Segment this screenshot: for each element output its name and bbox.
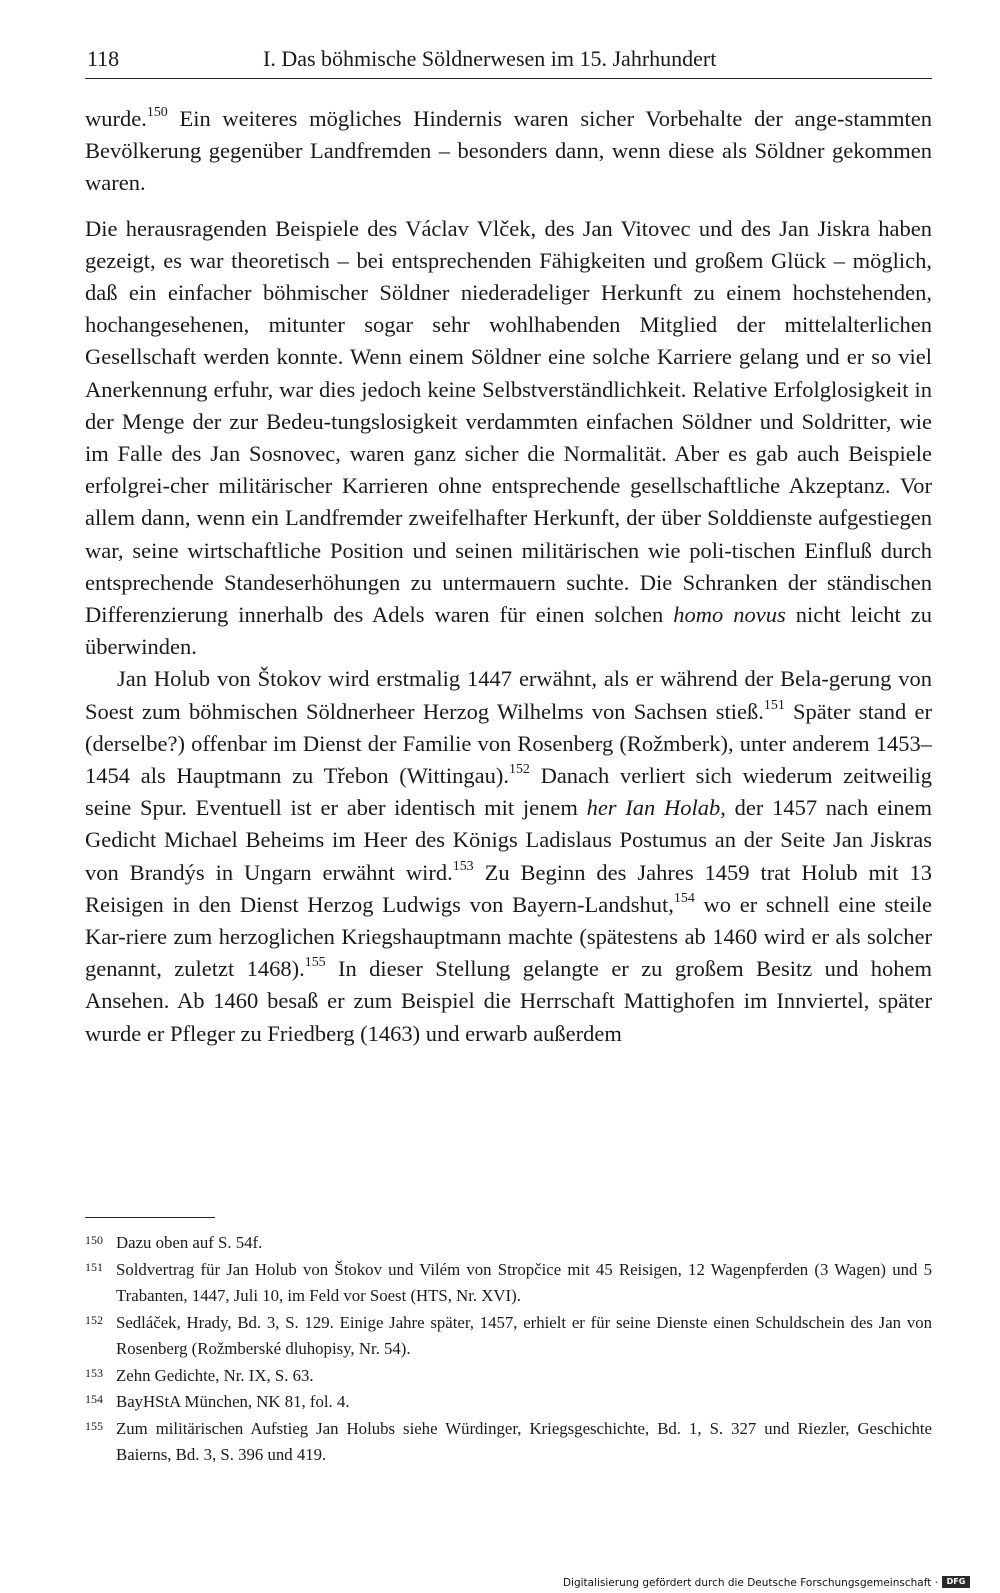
text-run: nicht leicht zu überwinden. [85, 602, 932, 660]
footnote [85, 1310, 932, 1363]
text-run: wo er schnell eine steile Kar-riere zum herzoglichen Kriegshauptmann machte (spätestens ab 1460 wird er als solcher genannt, zuletzt 1468). [85, 891, 932, 982]
footnote-separator [85, 1217, 215, 1218]
footnote-text: Zehn Gedichte, Nr. IX, S. 63. [116, 1365, 314, 1385]
footnotes [85, 1230, 932, 1469]
footnote-ref-152[interactable]: 152 [508, 762, 530, 778]
footnote-text: Soldvertrag für Jan Holub von Štokov und Vilém von Stropčice mit 45 Reisigen, 12 Wagenpferden (3 Wagen) und 5 Trabanten, 1447, Juli 10, im Feld vor Soest (HTS, Nr. XVI). [116, 1259, 932, 1305]
text-run: Später stand er (derselbe?) offenbar im Dienst der Familie von Rosenberg (Rožmberk), unter anderem 1453–1454 als Hauptmann zu Třebon (Wittingau). [85, 698, 932, 789]
footnote [85, 1389, 932, 1416]
main-text [85, 103, 932, 1050]
text-run: Die herausragenden Beispiele des Václav Vlček, des Jan Vitovec und des Jan Jiskra haben gezeigt, es war theoretisch – bei entsprechenden Fähigkeiten und großem Glück – möglich, daß ein einfacher böhmischer Söldner niederadeliger Herkunft zu einem hochstehenden, hochangesehenen, mitunter sogar sehr wohlhabenden Mitglied der mittelalterlichen Gesellschaft werden konnte. Wenn einem Söldner eine solche Karriere gelang und er so viel Anerkennung erfuhr, war dies jedoch keine Selbstverständlichkeit. Relative Erfolglosigkeit in der Menge der zur Bedeu-tungslosigkeit verdammten einfachen Söldner und Soldritter, wie im Falle des Jan Sosnovec, waren ganz sicher die Normalität. Aber es gab auch Beispiele erfolgrei-cher militärischer Karrieren ohne entsprechende gesellschaftliche Akzeptanz. Vor allem dann, wenn ein Landfremder zweifelhafter Herkunft, der über Solddienste aufgestiegen war, seine wirtschaftliche Position und seinen militärischen wie poli-tischen Einfluß durch entsprechende Standeserhöhungen zu untermauern suchte. Die Schranken der ständischen Differenzierung innerhalb des Adels waren für einen solchen [85, 215, 932, 628]
footnote-ref-155[interactable]: 155 [304, 955, 326, 971]
text-run: Danach verliert sich wiederum zeitweilig seine Spur. Eventuell ist er aber identisch mit jenem [85, 763, 932, 821]
text-run: Ein weiteres mögliches Hindernis waren sicher Vorbehalte der ange-stammten Bevölkerung gegenüber Landfremden – besonders dann, wenn diese als Söldner gekommen waren. [85, 106, 932, 196]
footnote-ref-153[interactable]: 153 [452, 858, 474, 874]
paragraph-3 [85, 663, 932, 1049]
paragraph-2 [85, 213, 932, 664]
text-run: wurde. [85, 106, 147, 131]
text-run: Zu Beginn des Jahres 1459 trat Holub mit 13 Reisigen in den Dienst Herzog Ludwigs von Bayern-Landshut, [85, 859, 932, 917]
footnote [85, 1257, 932, 1310]
footnote [85, 1230, 932, 1257]
footnote [85, 1416, 932, 1469]
running-title: I. Das böhmische Söldnerwesen im 15. Jahrhundert [263, 46, 717, 71]
footnote-number: 154 [85, 1392, 103, 1406]
footnote-number: 153 [85, 1365, 103, 1380]
text-run: , der 1457 nach einem Gedicht Michael Beheims im Heer des Königs Ladislaus Postumus an der Seite Jan Jiskras von Brandýs in Ungarn erwähnt wird. [85, 795, 932, 885]
footnote-number: 155 [85, 1418, 103, 1433]
footnote-number: 150 [85, 1233, 103, 1247]
text-run: Jan Holub von Štokov wird erstmalig 1447 erwähnt, als er während der Bela-gerung von Soest zum böhmischen Söldnerheer Herzog Wilhelms von Sachsen stieß. [85, 666, 932, 724]
footnote-text: Sedláček, Hrady, Bd. 3, S. 129. Einige Jahre später, 1457, erhielt er für seine Dienste einen Schuldschein des Jan von Rosenberg (Rožmberské dluhopisy, Nr. 54). [116, 1312, 932, 1358]
running-header [85, 44, 932, 79]
paragraph-1 [85, 103, 932, 200]
footnote-number: 151 [85, 1259, 103, 1274]
dfg-logo: DFG [942, 1576, 970, 1588]
footnote-text: Zum militärischen Aufstieg Jan Holubs siehe Würdinger, Kriegsgeschichte, Bd. 1, S. 327 und Riezler, Geschichte Baierns, Bd. 3, S. 396 und 419. [116, 1418, 932, 1464]
footnote-ref-154[interactable]: 154 [673, 890, 695, 906]
text-run: In dieser Stellung gelangte er zu großem Besitz und hohem Ansehen. Ab 1460 besaß er zum Beispiel die Herrschaft Mattighofen im Innviertel, später wurde er Pfleger zu Friedberg (1463) und erwarb außerdem [85, 956, 932, 1046]
footnote-ref-150[interactable]: 150 [146, 104, 168, 120]
footnote-text: Dazu oben auf S. 54f. [116, 1233, 263, 1252]
footnote-number: 152 [85, 1312, 103, 1327]
footnote-ref-151[interactable]: 151 [763, 697, 785, 713]
footnote [85, 1363, 932, 1390]
footnote-text: BayHStA München, NK 81, fol. 4. [116, 1392, 350, 1411]
digitization-credit: Digitalisierung gefördert durch die Deutsche Forschungsgemeinschaft · [562, 1577, 938, 1589]
emphasis: her Ian Holab [586, 795, 721, 821]
page-number: 118 [87, 46, 120, 71]
emphasis: homo novus [673, 602, 786, 628]
